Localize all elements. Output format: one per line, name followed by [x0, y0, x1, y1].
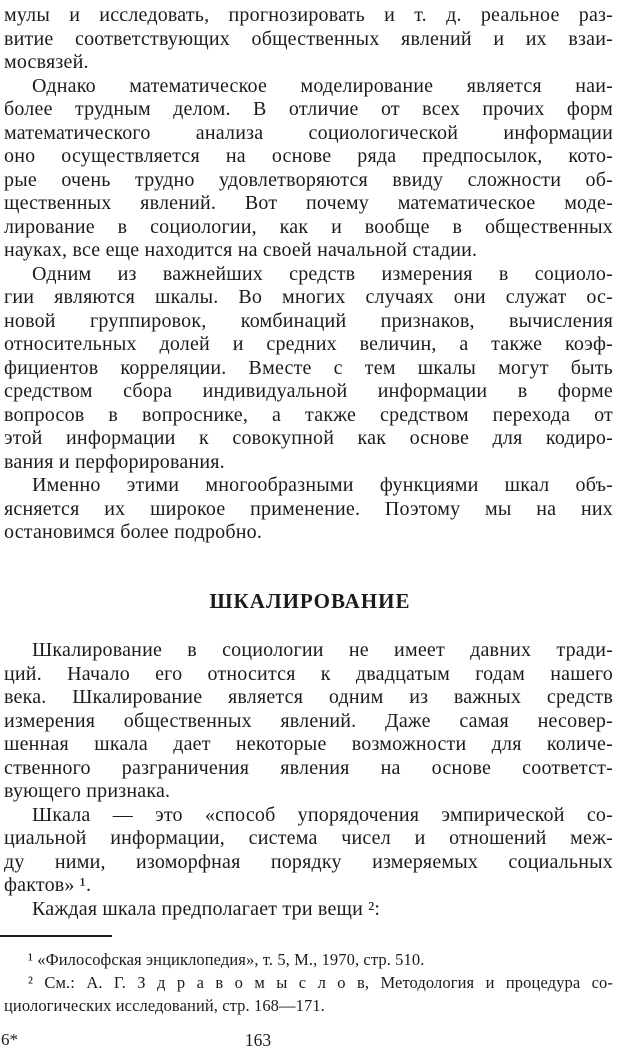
text-line: фициентов корреляции. Вместе с тем шкалы могут быть — [4, 356, 613, 379]
text-line: мосвязей. — [4, 51, 89, 73]
text-line: ² См.: А. Г. З д р а в о м ы с л о в, Методология и процедура со- — [28, 973, 613, 993]
section-heading: ШКАЛИРОВАНИЕ — [209, 589, 411, 613]
text-line: Шкалирование в социологии не имеет давних тради- — [32, 639, 613, 661]
text-line: циологических исследований, стр. 168—171. — [4, 996, 325, 1016]
body-text-lower — [4, 639, 613, 921]
text-line: щественных явлений. Вот почему математическое моде- — [4, 192, 613, 214]
text-line: ясняется их широкое применение. Поэтому мы на них — [4, 497, 613, 520]
footnote-separator — [0, 935, 112, 937]
signature-mark: 6* — [1, 1030, 18, 1049]
text-line: относительных долей и средних величин, а также коэф- — [4, 333, 613, 355]
text-line: циальной информации, система чисел и отношений меж- — [4, 827, 613, 849]
text-line: шенная шкала дает некоторые возможности для количе- — [4, 733, 613, 755]
text-line: остановимся более подробно. — [4, 521, 263, 543]
text-line: витие соответствующих общественных явлений и их взаи- — [4, 27, 613, 50]
text-line: вующего признака. — [4, 780, 171, 802]
text-line: Шкала — это «способ упорядочения эмпирической со- — [32, 803, 613, 826]
text-line: более трудным делом. В отличие от всех прочих форм — [4, 98, 613, 120]
text-line: мулы и исследовать, прогнозировать и т. д. реальное раз- — [4, 4, 613, 26]
text-line: вания и перфорирования. — [4, 450, 225, 473]
text-line: Каждая шкала предполагает три вещи ²: — [32, 897, 381, 920]
text-line: Одним из важнейших средств измерения в социоло- — [32, 262, 613, 285]
text-line: фактов» ¹. — [4, 874, 92, 896]
page-number: 163 — [244, 1030, 272, 1050]
text-line: вопросов в вопроснике, а также средством перехода от — [4, 403, 613, 426]
text-line: науках, все еще находится на своей начальной стадии. — [4, 239, 478, 261]
text-line: Однако математическое моделирование является наи- — [32, 74, 613, 97]
text-line: оно осуществляется на основе ряда предпосылок, кото- — [4, 145, 613, 167]
text-line: математического анализа социологической информации — [4, 121, 613, 144]
text-line: Именно этими многообразными функциями шкал объ- — [32, 474, 613, 496]
footnotes-block — [4, 948, 613, 1018]
text-line: ду ними, изоморфная порядку измеряемых социальных — [4, 850, 613, 873]
text-line: ¹ «Философская энциклопедия», т. 5, М., 1970, стр. 510. — [28, 950, 425, 969]
text-line: лирование в социологии, как и вообще в общественных — [4, 215, 613, 238]
text-line: этой информации к совокупной как основе для кодиро- — [4, 427, 613, 449]
text-line: гии являются шкалы. Во многих случаях они служат ос- — [4, 286, 613, 308]
text-line: рые очень трудно удовлетворяются ввиду сложности об- — [4, 168, 613, 191]
text-line: средством сбора индивидуальной информации в форме — [4, 380, 613, 402]
text-line: новой группировок, комбинаций признаков, вычисления — [4, 309, 613, 332]
text-line: ственного разграничения явления на основе соответст- — [4, 756, 613, 779]
body-text-upper — [4, 4, 613, 545]
text-line: ций. Начало его относится к двадцатым годам нашего — [4, 662, 613, 685]
text-line: века. Шкалирование является одним из важных средств — [4, 686, 613, 708]
text-line: измерения общественных явлений. Даже самая несовер- — [4, 709, 613, 732]
